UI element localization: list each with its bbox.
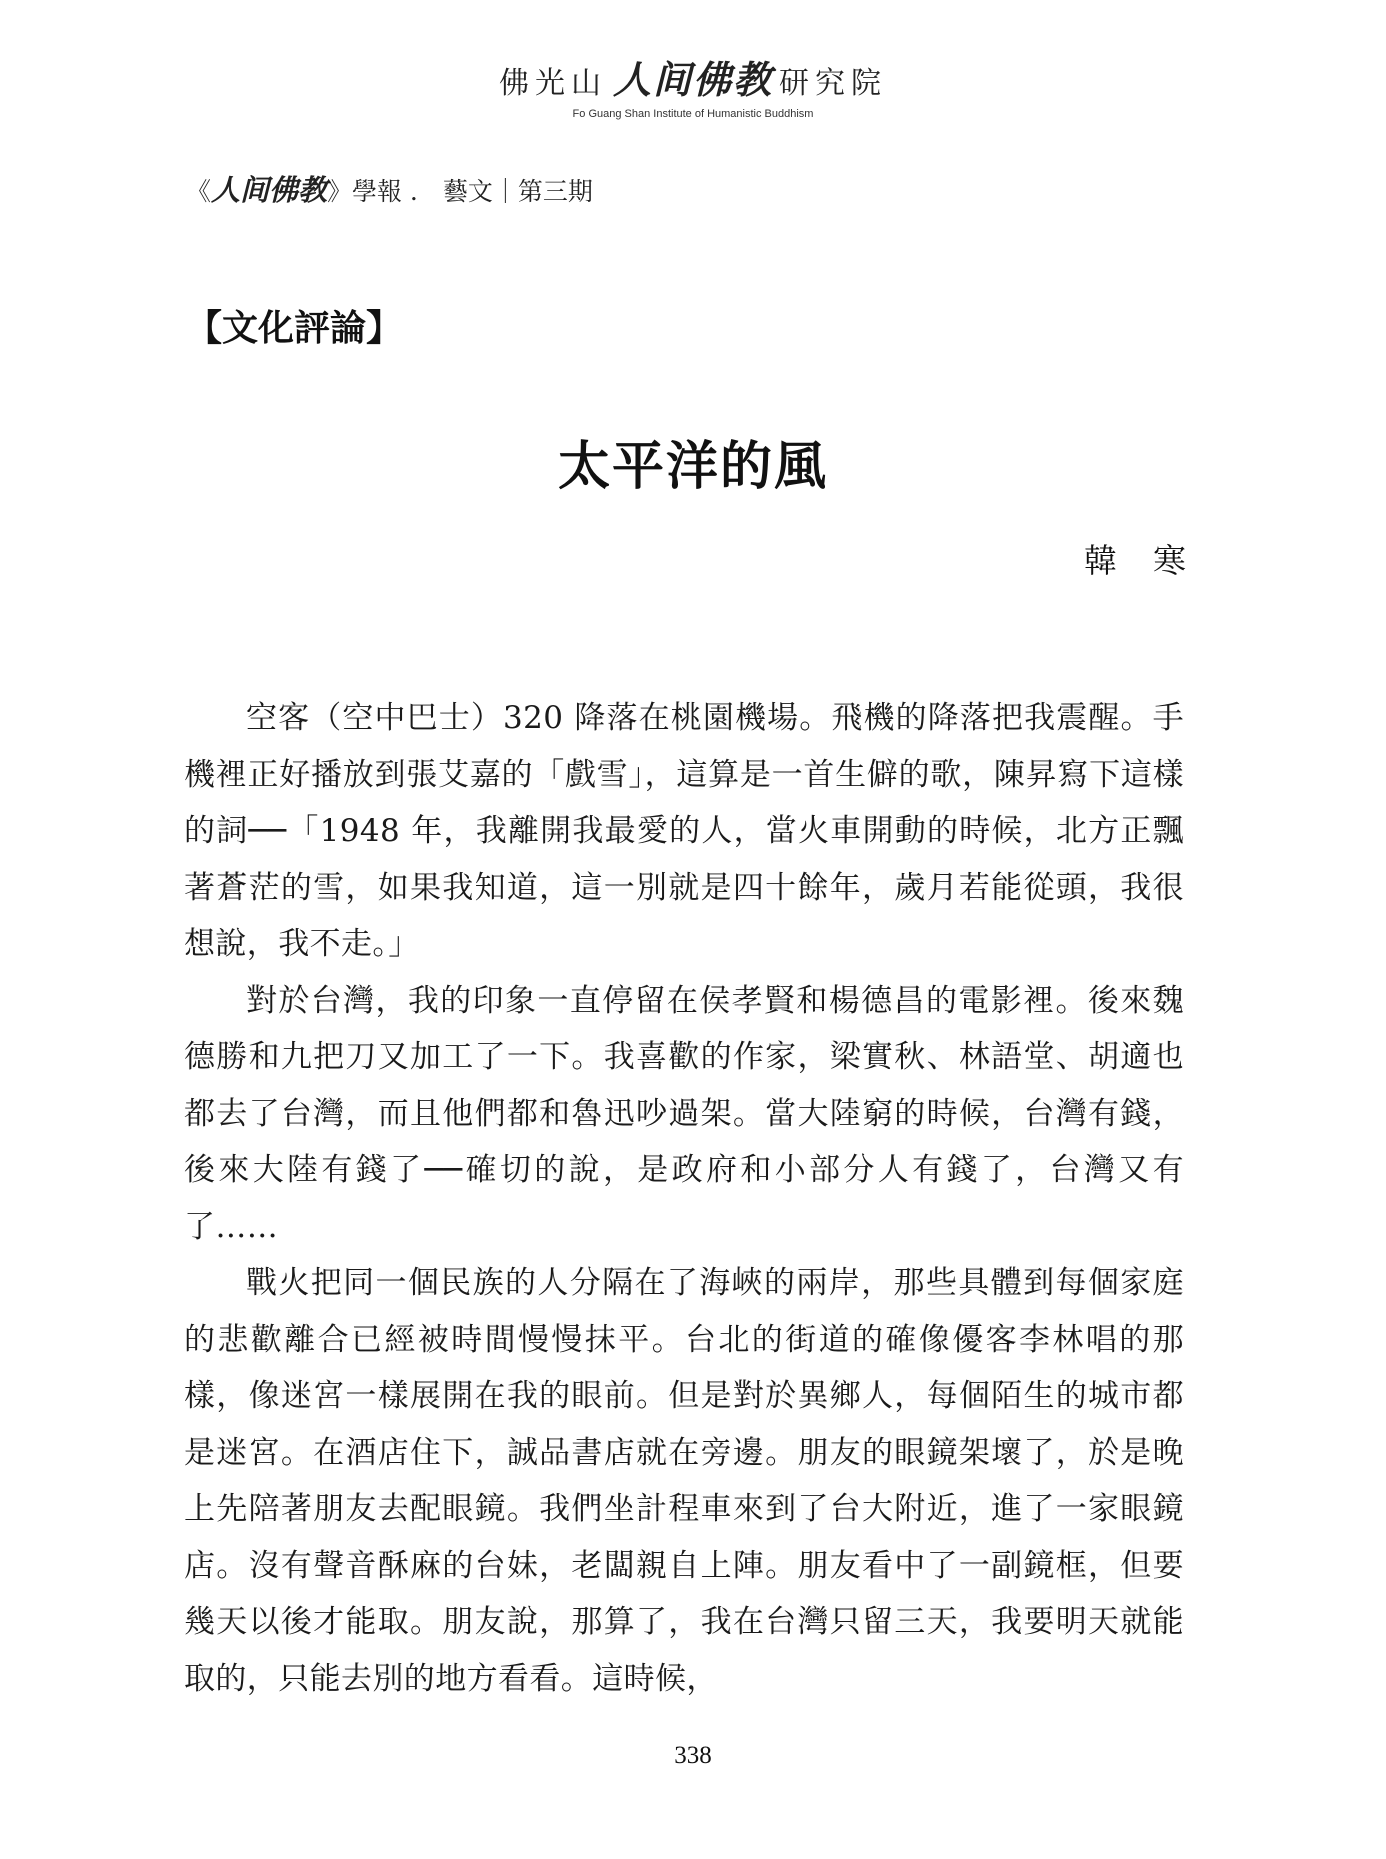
- institute-brand-calligraphy: 人间佛教: [612, 57, 773, 102]
- section-label: 【文化評論】: [186, 307, 403, 349]
- body-paragraph-3: 戰火把同一個民族的人分隔在了海峽的兩岸，那些具體到每個家庭的悲歡離合已經被時間慢慢抹平。台北的街道的確像優客李林唱的那樣，像迷宮一樣展開在我的眼前。但是對於異鄉人，每個陌生的城市都是迷宮。在酒店住下，誠品書店就在旁邊。朋友的眼鏡架壞了，於是晚上先陪著朋友去配眼鏡。我們坐計程車來到了台大附近，進了一家眼鏡店。沒有聲音酥麻的台妹，老闆親自上陣。朋友看中了一副鏡框，但要幾天以後才能取。朋友說，那算了，我在台灣只留三天，我要明天就能取的，只能去別的地方看看。這時候，: [184, 1265, 1184, 1697]
- author-name: 韓寒: [1084, 541, 1222, 580]
- institute-name-left: 佛光山: [498, 66, 607, 101]
- journal-brand-calligraphy: 人间佛教: [211, 173, 328, 207]
- journal-issue-label: 》學報 ． 藝文｜第三期: [327, 177, 593, 206]
- page-number: 338: [674, 1742, 712, 1769]
- institute-name-right: 研究院: [779, 66, 887, 101]
- body-paragraph-1: 空客（空中巴士）320 降落在桃園機場。飛機的降落把我震醒。手機裡正好播放到張艾嘉的「戲雪」，這算是一首生僻的歌，陳昇寫下這樣的詞──「1948 年，我離開我最愛的人，當火車開動的時候，北方正飄著蒼茫的雪，如果我知道，這一別就是四十餘年，歲月若能從頭，我很想說，我不走。」: [184, 700, 1184, 962]
- institute-english-name: Fo Guang Shan Institute of Humanistic Buddhism: [572, 108, 814, 120]
- article-body: [184, 690, 1184, 1707]
- article-title: 太平洋的風: [557, 436, 828, 497]
- journal-open-bracket: 《: [186, 177, 212, 206]
- institute-name: [0, 57, 1386, 104]
- institute-header: [0, 57, 1386, 120]
- journal-running-head: [186, 168, 593, 209]
- body-paragraph-2: 對於台灣，我的印象一直停留在侯孝賢和楊德昌的電影裡。後來魏德勝和九把刀又加工了一下。我喜歡的作家，梁實秋、林語堂、胡適也都去了台灣，而且他們都和魯迅吵過架。當大陸窮的時候，台灣有錢，後來大陸有錢了──確切的說，是政府和小部分人有錢了，台灣又有了……: [184, 982, 1184, 1245]
